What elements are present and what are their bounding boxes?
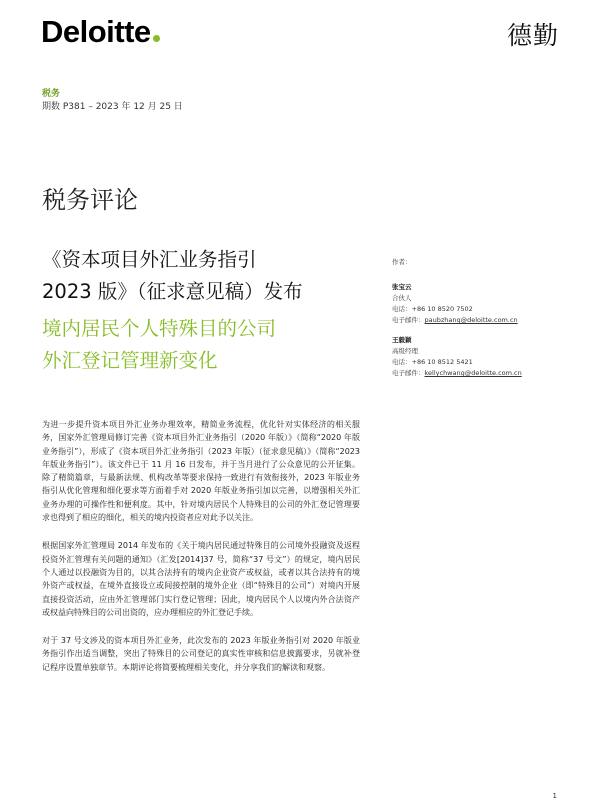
body-paragraph: 为进一步提升资本项目外汇业务办理效率，精简业务流程，优化针对实体经济的相关服务，国家外汇管理局修订完善《资本项目外汇业务指引（2020 年版）》（简称“2020 年版业务指引”），形成了《资本项目外汇业务指引（2023 年版）（征求意见稿）》（简称“2023 年版业务指引”）。该文件已于 11 月 16 日发布，并于当月进行了公众意见的公开征集。除了精简篇章，与最新法规、机构改革等要求保持一致进行有效衔接外，2023 年版业务指引从优化管理和细化要求等方面着手对 2020 年版业务指引加以完善，以增强相关外汇业务办理的可操作性和便利度。其中，针对境内居民个人特殊目的公司的外汇登记管理要求也得到了相应的细化，相关的境内投资者应对此予以关注。	[42, 420, 360, 523]
subheadline	[42, 313, 372, 377]
author-name: 张宝云	[392, 283, 412, 291]
authors-label: 作者：	[392, 258, 412, 266]
author-name: 王毅颖	[392, 336, 412, 344]
author-email-link[interactable]: paubzhang@deloitte.com.cn	[424, 316, 518, 324]
logo-text: Deloitte	[41, 14, 151, 49]
body-paragraph: 对于 37 号文涉及的资本项目外汇业务，此次发布的 2023 年版业务指引对 2020 年版业务指引作出适当调整，突出了特殊目的公司登记的真实性审核和信息披露要求，另就补登记程序设置单独章节。本期评论将简要梳理相关变化，并分享我们的解读和观察。	[42, 636, 360, 672]
subheadline-line-2: 外汇登记管理新变化	[42, 349, 218, 372]
author-title: 高级经理	[392, 347, 418, 355]
author-card	[392, 335, 582, 379]
author-phone: 电话：+86 10 8520 7502	[392, 305, 473, 313]
category-label: 税务	[42, 89, 61, 99]
headline-line-2: 2023 版》（征求意见稿）发布	[42, 280, 303, 303]
article-body	[42, 418, 360, 689]
author-email-label: 电子邮件：	[392, 369, 425, 377]
headline	[42, 244, 372, 308]
deloitte-logo-chinese: 德勤	[506, 21, 559, 50]
subheadline-line-1: 境内居民个人特殊目的公司	[42, 317, 277, 340]
logo-green-dot	[153, 35, 160, 42]
author-email-link[interactable]: kellychwang@deloitte.com.cn	[424, 369, 522, 377]
deloitte-logo	[41, 14, 160, 50]
authors-panel	[392, 257, 582, 388]
headline-line-1: 《资本项目外汇业务指引	[42, 248, 257, 271]
body-paragraph: 根据国家外汇管理局 2014 年发布的《关于境内居民通过特殊目的公司境外投融资及返程投资外汇管理有关问题的通知》（汇发[2014]37 号，简称“37 号文”）的规定，境内居民个人通过以投融资为目的，以其合法持有的境内企业资产或权益，或者以其合法持有的境外资产或权益，在境外直接设立或间接控制的境外企业（即“特殊目的公司”）对境内开展直接投资活动，应由外汇管理部门实行登记管理；因此，境内居民个人以境内外合法资产或权益向特殊目的公司出资的，应办理相应的外汇登记手续。	[42, 541, 360, 617]
page-number: 1	[552, 792, 557, 800]
author-email-row	[392, 368, 582, 379]
author-phone: 电话：+86 10 8512 5421	[392, 358, 473, 366]
author-title: 合伙人	[392, 294, 412, 302]
issue-date: 期数 P381 – 2023 年 12 月 25 日	[42, 102, 183, 112]
author-email-label: 电子邮件：	[392, 316, 425, 324]
section-title: 税务评论	[42, 186, 138, 214]
author-card	[392, 282, 582, 326]
author-email-row	[392, 315, 582, 326]
